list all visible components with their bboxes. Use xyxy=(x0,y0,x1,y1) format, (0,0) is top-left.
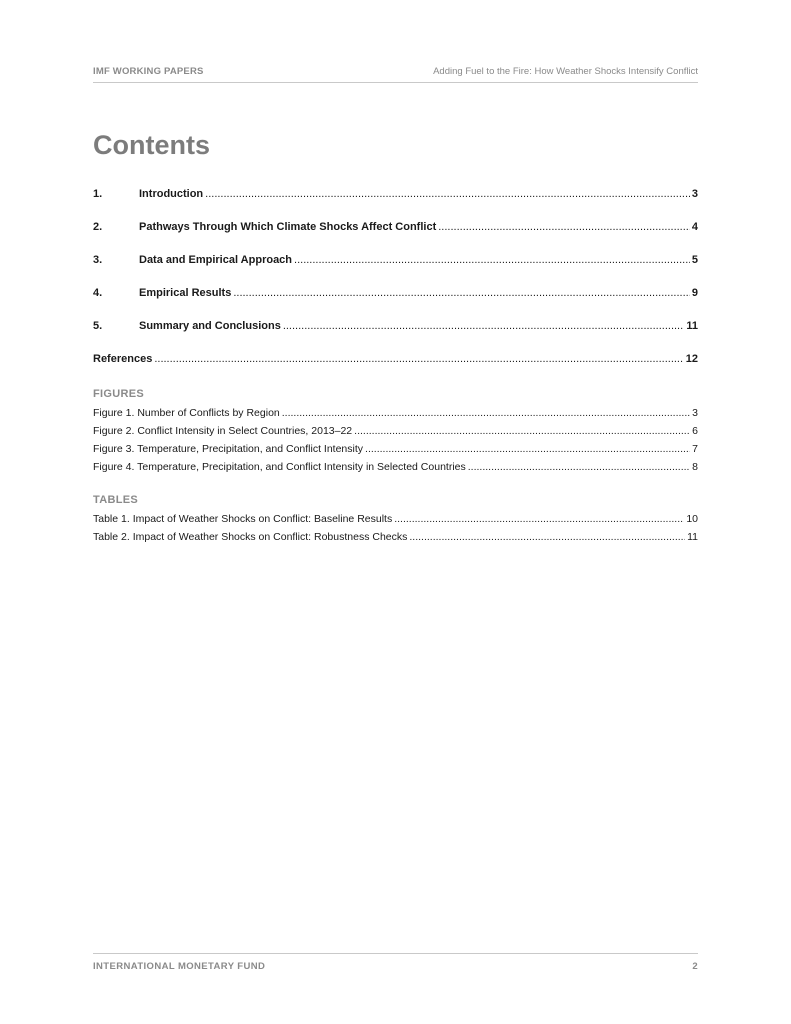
table-label: Table 2. Impact of Weather Shocks on Conflict: Robustness Checks xyxy=(93,531,408,543)
series-title: IMF WORKING PAPERS xyxy=(93,66,204,77)
table-label: Table 1. Impact of Weather Shocks on Conflict: Baseline Results xyxy=(93,513,393,525)
figure-label: Figure 4. Temperature, Precipitation, and Conflict Intensity in Selected Countries xyxy=(93,461,466,473)
figure-label: Figure 1. Number of Conflicts by Region xyxy=(93,407,280,419)
toc-page: 5 xyxy=(691,254,698,266)
figure-label: Figure 3. Temperature, Precipitation, and Conflict Intensity xyxy=(93,443,364,455)
figure-label: Figure 2. Conflict Intensity in Select Countries, 2013–22 xyxy=(93,425,353,437)
table-of-contents xyxy=(93,186,698,368)
table-page: 11 xyxy=(687,531,698,543)
publisher-name: INTERNATIONAL MONETARY FUND xyxy=(93,961,266,972)
tables-list xyxy=(93,510,698,546)
dot-leader xyxy=(438,219,690,236)
page-title: Contents xyxy=(93,130,210,160)
toc-label: Summary and Conclusions xyxy=(139,320,281,332)
dot-leader xyxy=(233,285,690,302)
figure-page: 3 xyxy=(692,407,698,419)
toc-page: 9 xyxy=(691,287,698,299)
figure-entry[interactable] xyxy=(93,440,698,458)
toc-page: 3 xyxy=(691,188,698,200)
page-number: 2 xyxy=(692,961,698,972)
paper-title: Adding Fuel to the Fire: How Weather Shocks Intensify Conflict xyxy=(433,66,698,77)
dot-leader xyxy=(205,186,690,203)
dot-leader xyxy=(365,440,690,458)
figure-page: 7 xyxy=(692,443,698,455)
dot-leader xyxy=(294,252,690,269)
toc-entry-data[interactable] xyxy=(93,252,698,269)
running-footer xyxy=(93,961,698,972)
table-entry[interactable] xyxy=(93,528,698,546)
dot-leader xyxy=(283,318,685,335)
figures-list xyxy=(93,404,698,476)
toc-number: 4. xyxy=(93,287,103,299)
dot-leader xyxy=(282,404,690,422)
figure-page: 6 xyxy=(692,425,698,437)
toc-label: Pathways Through Which Climate Shocks Affect Conflict xyxy=(139,221,437,233)
footer-divider xyxy=(93,953,698,954)
toc-label: References xyxy=(93,353,153,365)
figure-entry[interactable] xyxy=(93,404,698,422)
toc-label: Empirical Results xyxy=(139,287,232,299)
dot-leader xyxy=(394,510,684,528)
figure-entry[interactable] xyxy=(93,458,698,476)
dot-leader xyxy=(409,528,685,546)
toc-page: 11 xyxy=(686,320,698,332)
toc-entry-results[interactable] xyxy=(93,285,698,302)
toc-page: 12 xyxy=(685,353,698,365)
figure-page: 8 xyxy=(692,461,698,473)
toc-label: Data and Empirical Approach xyxy=(139,254,293,266)
toc-page: 4 xyxy=(691,221,698,233)
table-page: 10 xyxy=(686,513,698,525)
table-entry[interactable] xyxy=(93,510,698,528)
toc-label: Introduction xyxy=(139,188,204,200)
figures-heading: FIGURES xyxy=(93,388,144,400)
toc-number: 1. xyxy=(93,188,103,200)
toc-entry-summary[interactable] xyxy=(93,318,698,335)
dot-leader xyxy=(354,422,690,440)
dot-leader xyxy=(468,458,690,476)
figure-entry[interactable] xyxy=(93,422,698,440)
tables-heading: TABLES xyxy=(93,494,138,506)
toc-entry-pathways[interactable] xyxy=(93,219,698,236)
toc-number: 5. xyxy=(93,320,103,332)
dot-leader xyxy=(154,351,683,368)
header-divider xyxy=(93,82,698,83)
toc-number: 2. xyxy=(93,221,103,233)
toc-entry-references[interactable] xyxy=(93,351,698,368)
toc-entry-introduction[interactable] xyxy=(93,186,698,203)
toc-number: 3. xyxy=(93,254,103,266)
